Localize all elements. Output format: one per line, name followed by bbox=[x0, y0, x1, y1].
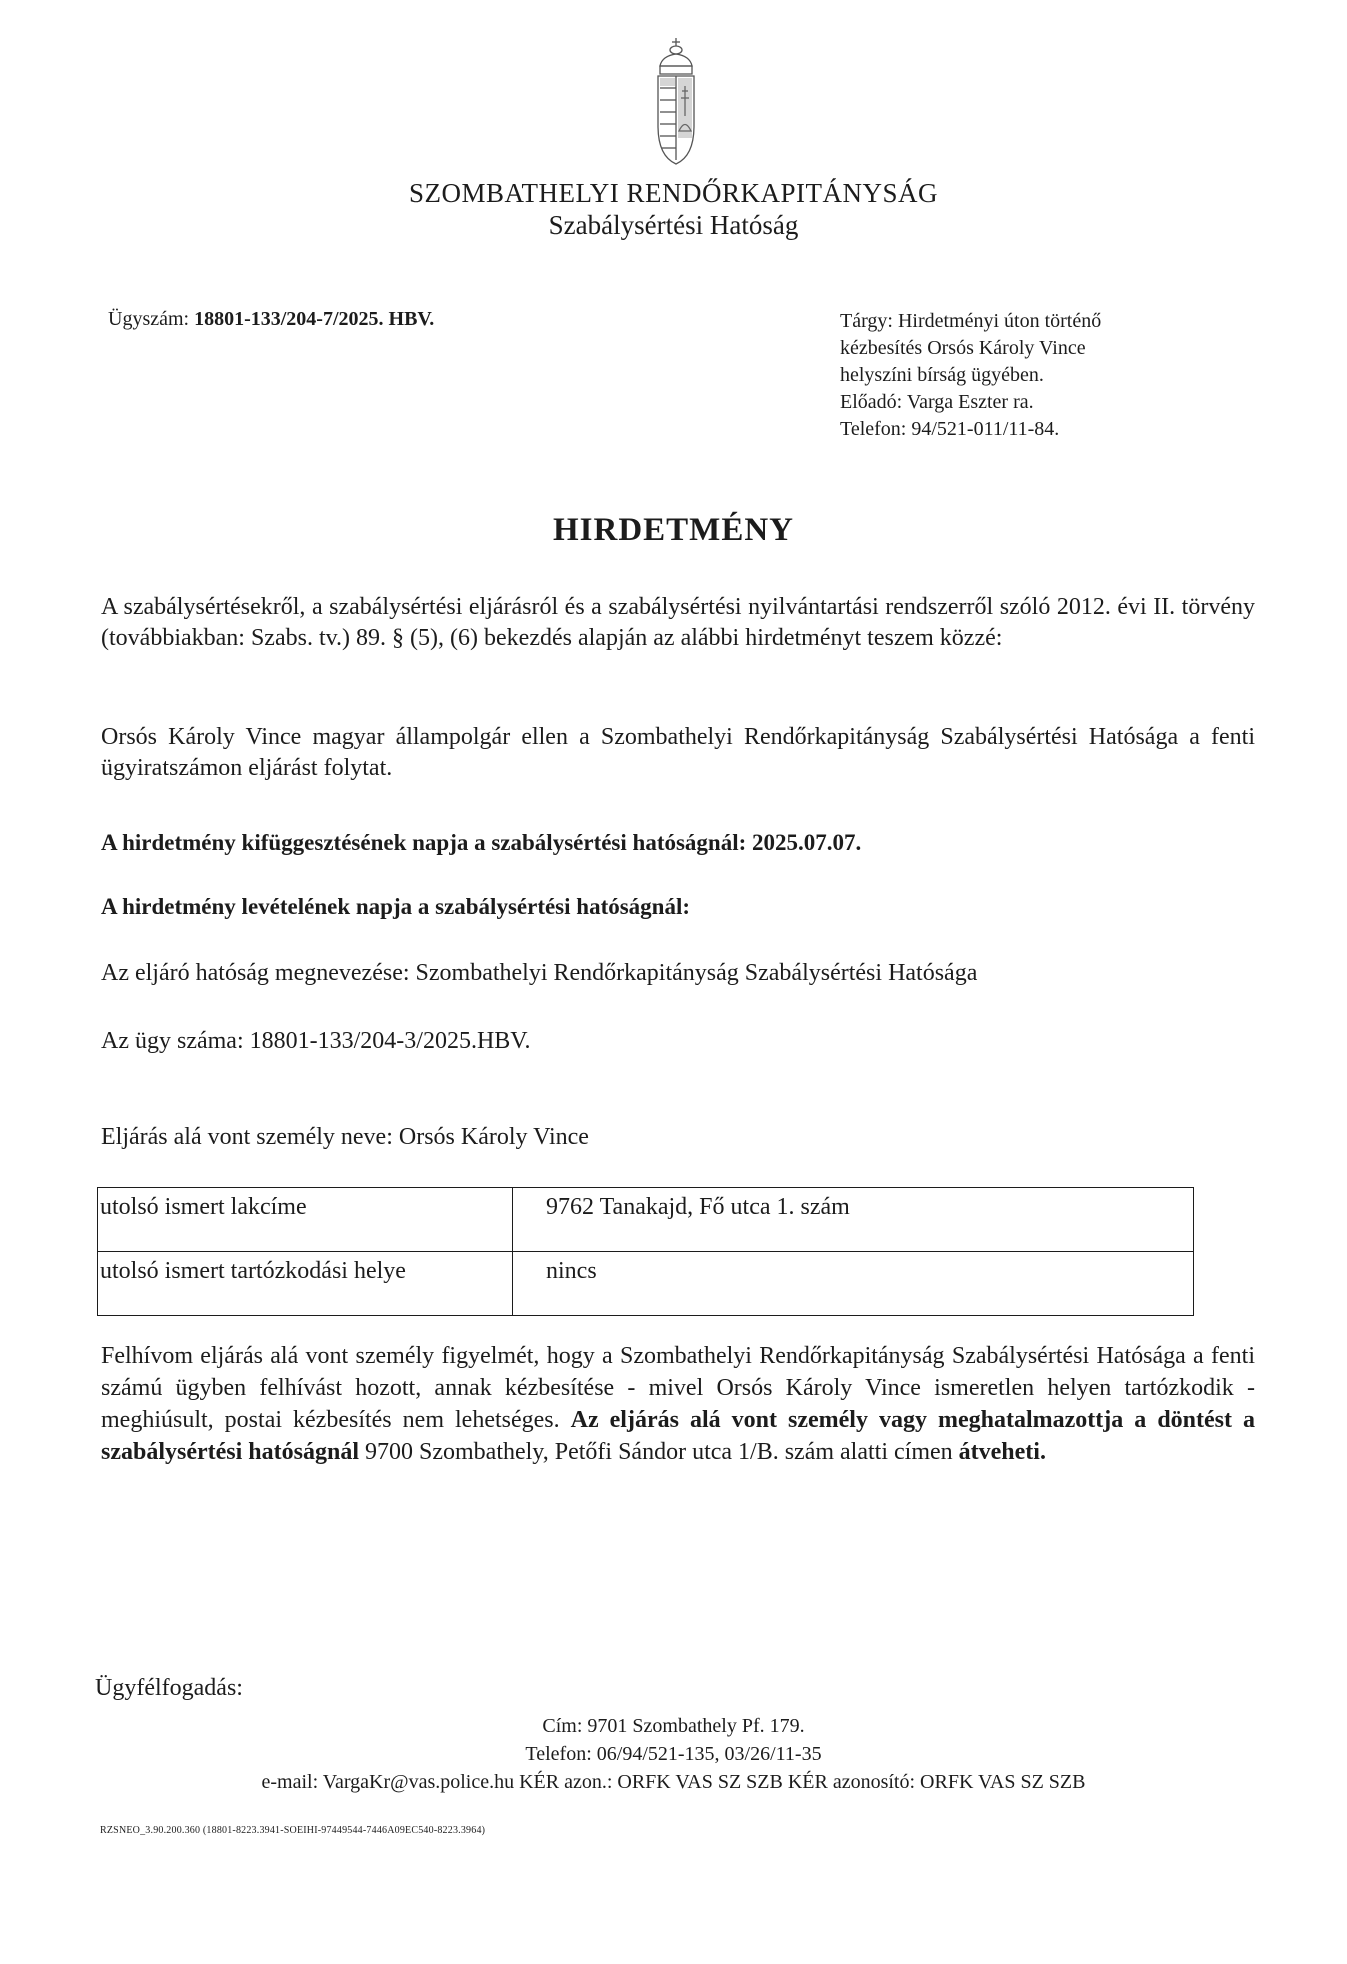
authority-line: Az eljáró hatóság megnevezése: Szombathelyi Rendőrkapitányság Szabálysértési Hatósága bbox=[101, 960, 978, 986]
address-table bbox=[97, 1187, 1194, 1316]
notice-paragraph bbox=[101, 1340, 1255, 1468]
footer-contact: e-mail: VargaKr@vas.police.hu KÉR azon.: ORFK VAS SZ SZB KÉR azonosító: ORFK VAS SZ SZB bbox=[261, 1771, 1086, 1793]
office-hours-label: Ügyfélfogadás: bbox=[95, 1675, 243, 1701]
subject-line: helyszíni bírság ügyében. bbox=[840, 364, 1044, 386]
case-number-line: Az ügy száma: 18801-133/204-3/2025.HBV. bbox=[101, 1028, 531, 1054]
notice-text: Felhívom eljárás alá vont személy figyelmét, hogy a Szombathelyi Rendőrkapitányság Szabálysértési Hatósága a fenti számú ügyben felhívást hozott, annak kézbesítése - mivel Orsós Károly Vince ismeretlen helyen tartózkodik - meghiúsult, postai kézbesítés nem lehetséges. bbox=[101, 1343, 1255, 1433]
table-cell-value: nincs bbox=[513, 1252, 1194, 1316]
person-name-line: Eljárás alá vont személy neve: Orsós Károly Vince bbox=[101, 1124, 589, 1150]
case-number bbox=[108, 308, 434, 331]
hungarian-coat-of-arms-icon bbox=[652, 36, 700, 166]
subject-line: kézbesítés Orsós Károly Vince bbox=[840, 337, 1086, 359]
table-cell-value: 9762 Tanakajd, Fő utca 1. szám bbox=[513, 1188, 1194, 1252]
reference-code: RZSNEO_3.90.200.360 (18801-8223.3941-SOEIHI-97449544-7446A09EC540-8223.3964) bbox=[100, 1825, 486, 1836]
department-name: Szabálysértési Hatóság bbox=[548, 210, 799, 240]
document-title: HIRDETMÉNY bbox=[552, 512, 795, 548]
case-number-value: 18801-133/204-7/2025. HBV. bbox=[194, 308, 435, 330]
table-row bbox=[98, 1188, 1194, 1252]
posted-date-line: A hirdetmény kifüggesztésének napja a szabálysértési hatóságnál: 2025.07.07. bbox=[101, 830, 862, 855]
organization-name: SZOMBATHELYI RENDŐRKAPITÁNYSÁG bbox=[408, 178, 939, 208]
table-row bbox=[98, 1252, 1194, 1316]
proceeding-paragraph: Orsós Károly Vince magyar állampolgár ellen a Szombathelyi Rendőrkapitányság Szabálysértési Hatósága a fenti ügyiratszámon eljárást folytat. bbox=[101, 724, 1255, 781]
notice-address-text: 9700 Szombathely, Petőfi Sándor utca 1/B. szám alatti címen bbox=[359, 1439, 959, 1465]
subject-line: Telefon: 94/521-011/11-84. bbox=[840, 418, 1060, 440]
notice-bold-end: átveheti. bbox=[958, 1439, 1046, 1465]
subject-line: Előadó: Varga Eszter ra. bbox=[840, 391, 1034, 413]
table-cell-label: utolsó ismert tartózkodási helye bbox=[98, 1252, 513, 1316]
subject-line: Tárgy: Hirdetményi úton történő bbox=[840, 310, 1102, 332]
footer-phone: Telefon: 06/94/521-135, 03/26/11-35 bbox=[525, 1743, 822, 1765]
subject-block bbox=[840, 308, 1170, 443]
table-cell-label: utolsó ismert lakcíme bbox=[98, 1188, 513, 1252]
intro-paragraph: A szabálysértésekről, a szabálysértési eljárásról és a szabálysértési nyilvántartási rendszerről szóló 2012. évi II. törvény (továbbiakban: Szabs. tv.) 89. § (5), (6) bekezdés alapján az alábbi hirdetményt teszem közzé: bbox=[101, 594, 1255, 651]
notice-bold-text: Az eljárás alá vont személy vagy meghatalmazottja a döntést a szabálysértési hatóságnál bbox=[101, 1407, 1256, 1465]
footer-address: Cím: 9701 Szombathely Pf. 179. bbox=[542, 1715, 805, 1737]
removal-date-line: A hirdetmény levételének napja a szabálysértési hatóságnál: bbox=[101, 894, 691, 919]
case-number-label: Ügyszám: bbox=[108, 308, 190, 330]
